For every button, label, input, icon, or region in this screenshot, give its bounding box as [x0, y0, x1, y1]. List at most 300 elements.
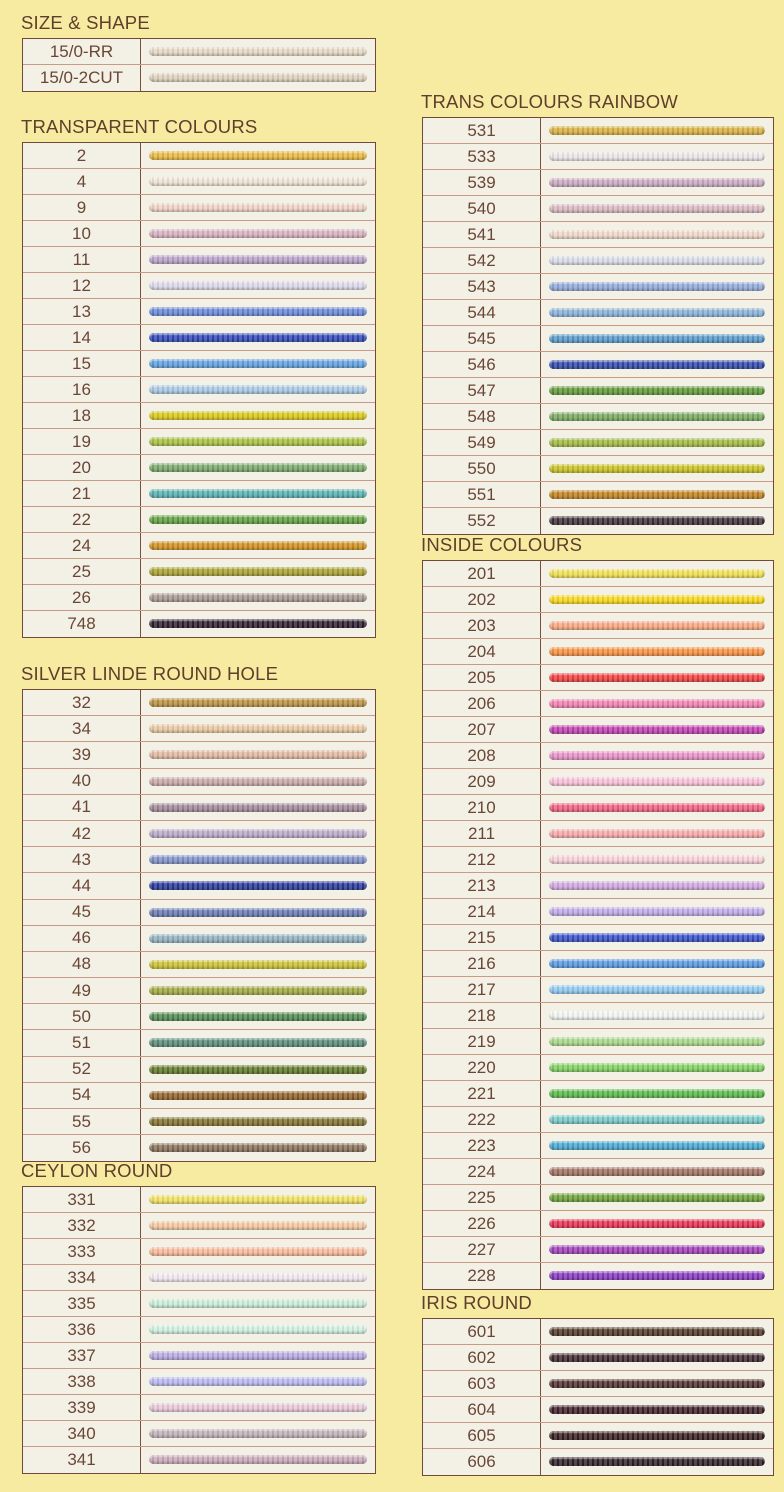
- table-row: [423, 196, 773, 222]
- table-row: [423, 1107, 773, 1133]
- colour-code: 206: [423, 691, 541, 716]
- bead-swatch-cell: [541, 118, 773, 143]
- table-row: [23, 1213, 375, 1239]
- bead-strand: [149, 1325, 367, 1334]
- bead-swatch-cell: [141, 1317, 375, 1342]
- colour-code: 19: [23, 429, 141, 454]
- table-row: [23, 611, 375, 637]
- table-row: [423, 561, 773, 587]
- colour-code: 222: [423, 1107, 541, 1132]
- bead-strand: [149, 1143, 367, 1152]
- bead-strand: [549, 1457, 765, 1466]
- bead-strand: [149, 567, 367, 576]
- bead-strand: [549, 178, 765, 187]
- colour-code: 215: [423, 925, 541, 950]
- bead-strand: [549, 1353, 765, 1362]
- bead-swatch-cell: [141, 1343, 375, 1368]
- colour-code: 540: [423, 196, 541, 221]
- bead-strand: [149, 281, 367, 290]
- colour-code: 552: [423, 508, 541, 534]
- bead-swatch-cell: [541, 1081, 773, 1106]
- bead-strand: [149, 829, 367, 838]
- colour-code: 533: [423, 144, 541, 169]
- bead-swatch-cell: [541, 144, 773, 169]
- colour-code: 2: [23, 143, 141, 168]
- colour-code: 55: [23, 1109, 141, 1134]
- colour-code: 39: [23, 742, 141, 767]
- table-row: [423, 1397, 773, 1423]
- bead-strand: [549, 569, 765, 578]
- colour-code: 32: [23, 690, 141, 715]
- bead-swatch-cell: [141, 900, 375, 925]
- table-row: [23, 1265, 375, 1291]
- table-row: [423, 613, 773, 639]
- bead-swatch-cell: [141, 1057, 375, 1082]
- table-row: [23, 377, 375, 403]
- bead-strand: [149, 385, 367, 394]
- colour-code: 547: [423, 378, 541, 403]
- bead-swatch-cell: [541, 795, 773, 820]
- bead-swatch-cell: [541, 1003, 773, 1028]
- bead-swatch-cell: [141, 690, 375, 715]
- table-row: [23, 1343, 375, 1369]
- table-row: [23, 351, 375, 377]
- bead-swatch-cell: [141, 429, 375, 454]
- bead-strand: [549, 126, 765, 135]
- bead-strand: [549, 1271, 765, 1280]
- colour-code: 54: [23, 1083, 141, 1108]
- bead-swatch-cell: [141, 795, 375, 820]
- bead-strand: [149, 777, 367, 786]
- table-row: [23, 978, 375, 1004]
- table-row: [423, 977, 773, 1003]
- table-row: [423, 795, 773, 821]
- bead-swatch-cell: [141, 65, 375, 91]
- bead-strand: [549, 985, 765, 994]
- table-row: [23, 1030, 375, 1056]
- bead-swatch-cell: [141, 585, 375, 610]
- bead-swatch-cell: [541, 1423, 773, 1448]
- bead-swatch-cell: [541, 639, 773, 664]
- table-row: [23, 221, 375, 247]
- bead-strand: [149, 1403, 367, 1412]
- bead-swatch-cell: [141, 325, 375, 350]
- bead-swatch-cell: [141, 143, 375, 168]
- bead-swatch-cell: [141, 611, 375, 637]
- bead-swatch-cell: [541, 1185, 773, 1210]
- table-row: [423, 404, 773, 430]
- colour-code: 604: [423, 1397, 541, 1422]
- colour-code: 11: [23, 247, 141, 272]
- table-row: [23, 143, 375, 169]
- table-row: [423, 1185, 773, 1211]
- bead-swatch-cell: [541, 1237, 773, 1262]
- table-row: [423, 326, 773, 352]
- table-row: [423, 951, 773, 977]
- table-row: [423, 248, 773, 274]
- colour-code: 208: [423, 743, 541, 768]
- table-row: [23, 1317, 375, 1343]
- colour-code: 21: [23, 481, 141, 506]
- colour-code: 228: [423, 1263, 541, 1289]
- bead-strand: [549, 1193, 765, 1202]
- bead-strand: [549, 699, 765, 708]
- bead-strand: [549, 1405, 765, 1414]
- bead-strand: [149, 1117, 367, 1126]
- section-heading: CEYLON ROUND: [21, 1160, 173, 1181]
- bead-swatch-cell: [541, 326, 773, 351]
- bead-swatch-cell: [541, 1263, 773, 1289]
- colour-code: 9: [23, 195, 141, 220]
- bead-swatch-cell: [141, 1187, 375, 1212]
- colour-code: 212: [423, 847, 541, 872]
- bead-strand: [549, 595, 765, 604]
- table-row: [423, 482, 773, 508]
- bead-strand: [149, 1429, 367, 1438]
- table-row: [423, 639, 773, 665]
- bead-swatch-cell: [541, 561, 773, 586]
- bead-strand: [549, 803, 765, 812]
- colour-code: 341: [23, 1447, 141, 1473]
- table-row: [423, 1423, 773, 1449]
- bead-swatch-cell: [541, 1107, 773, 1132]
- table-row: [423, 1263, 773, 1289]
- table-row: [423, 144, 773, 170]
- bead-swatch-cell: [541, 222, 773, 247]
- bead-swatch-cell: [541, 1159, 773, 1184]
- table-row: [423, 665, 773, 691]
- colour-code: 542: [423, 248, 541, 273]
- colour-code: 201: [423, 561, 541, 586]
- colour-code: 331: [23, 1187, 141, 1212]
- table-row: [23, 1291, 375, 1317]
- bead-swatch-cell: [541, 1029, 773, 1054]
- bead-swatch-cell: [141, 533, 375, 558]
- colour-code: 334: [23, 1265, 141, 1290]
- bead-swatch-cell: [141, 1213, 375, 1238]
- bead-strand: [549, 334, 765, 343]
- table-row: [23, 585, 375, 611]
- bead-strand: [549, 1219, 765, 1228]
- colour-code: 46: [23, 926, 141, 951]
- bead-swatch-cell: [141, 1291, 375, 1316]
- table-row: [23, 169, 375, 195]
- colour-code: 602: [423, 1345, 541, 1370]
- colour-code: 541: [423, 222, 541, 247]
- bead-strand: [149, 908, 367, 917]
- table-row: [23, 716, 375, 742]
- table-row: [423, 769, 773, 795]
- bead-swatch-cell: [141, 1421, 375, 1446]
- colour-code: 24: [23, 533, 141, 558]
- colour-code: 210: [423, 795, 541, 820]
- colour-code: 51: [23, 1030, 141, 1055]
- bead-strand: [149, 986, 367, 995]
- table-row: [23, 65, 375, 91]
- bead-strand: [549, 621, 765, 630]
- bead-swatch-cell: [541, 404, 773, 429]
- bead-swatch-cell: [541, 925, 773, 950]
- bead-strand: [549, 412, 765, 421]
- bead-swatch-cell: [141, 39, 375, 64]
- bead-strand: [549, 1037, 765, 1046]
- bead-strand: [149, 1221, 367, 1230]
- bead-swatch-cell: [541, 1211, 773, 1236]
- bead-swatch-cell: [541, 1397, 773, 1422]
- bead-strand: [549, 152, 765, 161]
- bead-strand: [549, 308, 765, 317]
- bead-strand: [549, 438, 765, 447]
- bead-swatch-cell: [541, 430, 773, 455]
- colour-code: 25: [23, 559, 141, 584]
- colour-code: 15/0-2CUT: [23, 65, 141, 91]
- table-row: [23, 1109, 375, 1135]
- bead-swatch-cell: [141, 273, 375, 298]
- bead-strand: [549, 933, 765, 942]
- section-heading: SILVER LINDE ROUND HOLE: [21, 663, 279, 684]
- table-row: [23, 795, 375, 821]
- colour-code: 52: [23, 1057, 141, 1082]
- bead-strand: [549, 1327, 765, 1336]
- bead-strand: [549, 230, 765, 239]
- colour-code: 20: [23, 455, 141, 480]
- colour-code: 205: [423, 665, 541, 690]
- bead-strand: [149, 437, 367, 446]
- colour-code: 203: [423, 613, 541, 638]
- bead-strand: [149, 750, 367, 759]
- colour-table: [22, 1186, 376, 1474]
- table-row: [23, 273, 375, 299]
- bead-strand: [149, 1195, 367, 1204]
- colour-table: [422, 560, 774, 1290]
- table-row: [23, 1421, 375, 1447]
- colour-code: 545: [423, 326, 541, 351]
- bead-strand: [149, 1377, 367, 1386]
- bead-swatch-cell: [141, 1083, 375, 1108]
- colour-code: 214: [423, 899, 541, 924]
- colour-code: 539: [423, 170, 541, 195]
- table-row: [23, 507, 375, 533]
- table-row: [423, 1029, 773, 1055]
- bead-strand: [549, 1011, 765, 1020]
- table-row: [23, 769, 375, 795]
- table-row: [23, 926, 375, 952]
- bead-strand: [149, 515, 367, 524]
- bead-strand: [149, 1012, 367, 1021]
- bead-strand: [549, 1115, 765, 1124]
- colour-code: 45: [23, 900, 141, 925]
- table-row: [423, 1449, 773, 1475]
- bead-strand: [149, 1091, 367, 1100]
- colour-code: 48: [23, 952, 141, 977]
- bead-swatch-cell: [141, 1265, 375, 1290]
- colour-code: 43: [23, 847, 141, 872]
- bead-swatch-cell: [141, 195, 375, 220]
- table-row: [23, 1057, 375, 1083]
- bead-strand: [549, 829, 765, 838]
- colour-code: 339: [23, 1395, 141, 1420]
- table-row: [423, 1211, 773, 1237]
- colour-code: 601: [423, 1319, 541, 1344]
- bead-swatch-cell: [141, 1109, 375, 1134]
- colour-table: [422, 117, 774, 535]
- table-row: [23, 247, 375, 273]
- colour-code: 213: [423, 873, 541, 898]
- colour-code: 223: [423, 1133, 541, 1158]
- bead-swatch-cell: [541, 274, 773, 299]
- table-row: [23, 821, 375, 847]
- bead-swatch-cell: [141, 926, 375, 951]
- bead-strand: [149, 1299, 367, 1308]
- table-row: [23, 195, 375, 221]
- bead-strand: [549, 204, 765, 213]
- colour-code: 49: [23, 978, 141, 1003]
- bead-swatch-cell: [141, 1030, 375, 1055]
- bead-swatch-cell: [141, 952, 375, 977]
- bead-strand: [149, 151, 367, 160]
- bead-swatch-cell: [541, 665, 773, 690]
- table-row: [23, 690, 375, 716]
- bead-swatch-cell: [541, 951, 773, 976]
- bead-swatch-cell: [141, 847, 375, 872]
- table-row: [23, 533, 375, 559]
- bead-swatch-cell: [141, 403, 375, 428]
- table-row: [423, 456, 773, 482]
- colour-code: 18: [23, 403, 141, 428]
- bead-strand: [149, 47, 367, 56]
- bead-swatch-cell: [141, 221, 375, 246]
- bead-strand: [149, 1065, 367, 1074]
- bead-strand: [149, 881, 367, 890]
- colour-code: 15/0-RR: [23, 39, 141, 64]
- table-row: [423, 170, 773, 196]
- colour-code: 204: [423, 639, 541, 664]
- colour-code: 13: [23, 299, 141, 324]
- colour-code: 42: [23, 821, 141, 846]
- section-heading: TRANS COLOURS RAINBOW: [421, 91, 679, 112]
- colour-code: 10: [23, 221, 141, 246]
- table-row: [23, 481, 375, 507]
- section-heading: INSIDE COLOURS: [421, 534, 583, 555]
- bead-strand: [549, 1245, 765, 1254]
- bead-strand: [149, 1247, 367, 1256]
- table-row: [423, 899, 773, 925]
- bead-swatch-cell: [141, 742, 375, 767]
- bead-swatch-cell: [541, 482, 773, 507]
- bead-strand: [149, 463, 367, 472]
- table-row: [23, 873, 375, 899]
- bead-swatch-cell: [541, 691, 773, 716]
- bead-swatch-cell: [541, 170, 773, 195]
- bead-swatch-cell: [141, 559, 375, 584]
- bead-strand: [149, 541, 367, 550]
- bead-swatch-cell: [541, 743, 773, 768]
- bead-swatch-cell: [541, 873, 773, 898]
- table-row: [423, 300, 773, 326]
- table-row: [423, 378, 773, 404]
- colour-code: 549: [423, 430, 541, 455]
- colour-code: 207: [423, 717, 541, 742]
- bead-strand: [549, 777, 765, 786]
- bead-swatch-cell: [141, 377, 375, 402]
- table-row: [423, 118, 773, 144]
- bead-swatch-cell: [141, 169, 375, 194]
- colour-code: 221: [423, 1081, 541, 1106]
- colour-code: 34: [23, 716, 141, 741]
- colour-code: 333: [23, 1239, 141, 1264]
- section-heading: SIZE & SHAPE: [21, 12, 150, 33]
- bead-strand: [149, 489, 367, 498]
- bead-strand: [149, 619, 367, 628]
- table-row: [23, 1004, 375, 1030]
- bead-strand: [149, 1455, 367, 1464]
- bead-strand: [149, 73, 367, 82]
- bead-swatch-cell: [141, 978, 375, 1003]
- colour-code: 4: [23, 169, 141, 194]
- table-row: [23, 559, 375, 585]
- table-row: [23, 742, 375, 768]
- table-row: [23, 1395, 375, 1421]
- colour-code: 336: [23, 1317, 141, 1342]
- bead-strand: [549, 1431, 765, 1440]
- bead-strand: [149, 307, 367, 316]
- colour-code: 226: [423, 1211, 541, 1236]
- table-row: [23, 900, 375, 926]
- colour-code: 606: [423, 1449, 541, 1475]
- bead-strand: [549, 673, 765, 682]
- bead-strand: [149, 1351, 367, 1360]
- bead-swatch-cell: [541, 587, 773, 612]
- colour-code: 748: [23, 611, 141, 637]
- bead-swatch-cell: [141, 769, 375, 794]
- table-row: [23, 847, 375, 873]
- colour-code: 26: [23, 585, 141, 610]
- bead-swatch-cell: [541, 899, 773, 924]
- bead-swatch-cell: [141, 1369, 375, 1394]
- colour-code: 16: [23, 377, 141, 402]
- bead-strand: [149, 333, 367, 342]
- colour-table: [22, 142, 376, 638]
- colour-code: 217: [423, 977, 541, 1002]
- table-row: [423, 430, 773, 456]
- table-row: [423, 222, 773, 248]
- bead-swatch-cell: [141, 299, 375, 324]
- table-row: [23, 1447, 375, 1473]
- table-row: [423, 1003, 773, 1029]
- bead-swatch-cell: [141, 1135, 375, 1161]
- bead-strand: [549, 282, 765, 291]
- bead-swatch-cell: [141, 455, 375, 480]
- bead-strand: [549, 1167, 765, 1176]
- bead-swatch-cell: [141, 351, 375, 376]
- bead-swatch-cell: [541, 769, 773, 794]
- table-row: [423, 873, 773, 899]
- bead-swatch-cell: [541, 1319, 773, 1344]
- bead-strand: [549, 360, 765, 369]
- bead-strand: [149, 229, 367, 238]
- table-row: [23, 1135, 375, 1161]
- section-heading: TRANSPARENT COLOURS: [21, 116, 258, 137]
- bead-swatch-cell: [141, 247, 375, 272]
- bead-swatch-cell: [541, 613, 773, 638]
- table-row: [423, 508, 773, 534]
- bead-swatch-cell: [541, 847, 773, 872]
- table-row: [423, 1237, 773, 1263]
- bead-strand: [549, 751, 765, 760]
- table-row: [23, 1239, 375, 1265]
- bead-strand: [149, 411, 367, 420]
- bead-swatch-cell: [541, 977, 773, 1002]
